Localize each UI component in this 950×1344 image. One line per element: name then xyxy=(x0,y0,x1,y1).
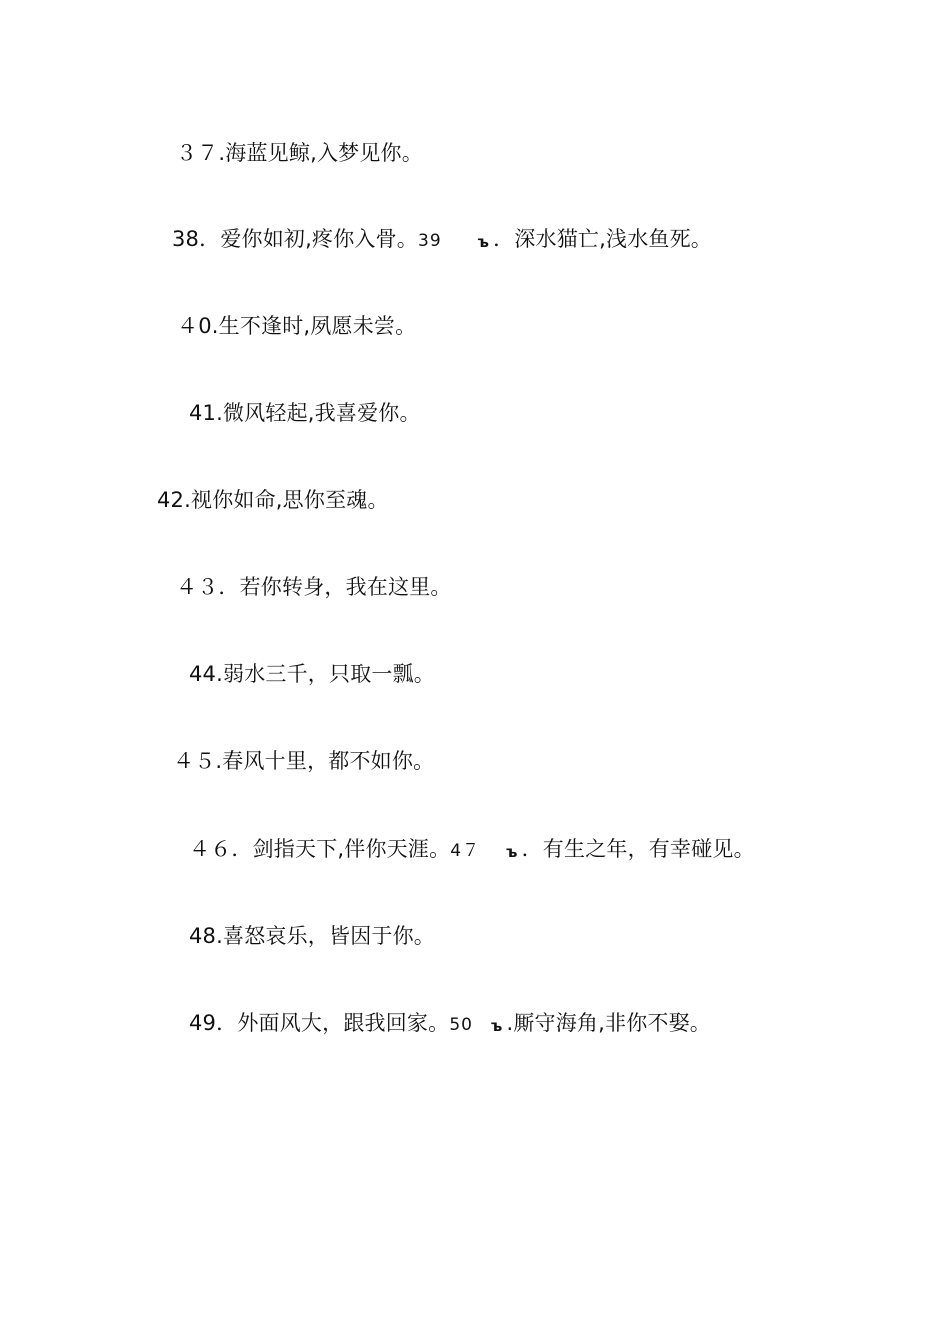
stray-glyph: ъ xyxy=(477,233,490,251)
item-number: 50 xyxy=(449,1015,473,1035)
line-text: 48.喜怒哀乐，皆因于你。 xyxy=(189,924,435,948)
line-text: ．有生之年，有幸碰见。 xyxy=(521,837,755,861)
line-text: ４３．若你转身，我在这里。 xyxy=(176,575,452,599)
list-item xyxy=(176,140,423,166)
item-number: 39 xyxy=(418,231,442,251)
list-item xyxy=(177,313,416,339)
list-item xyxy=(189,923,435,949)
line-text: ．深水猫亡,浅水鱼死。 xyxy=(493,227,712,251)
list-item xyxy=(157,487,389,513)
list-item xyxy=(189,1010,711,1038)
line-text: 44.弱水三千，只取一瓢。 xyxy=(189,662,435,686)
line-text: 41.微风轻起,我喜爱你。 xyxy=(189,401,421,425)
line-text: .厮守海角,非你不娶。 xyxy=(506,1011,712,1035)
item-number: 4７ xyxy=(450,841,481,861)
stray-glyph: ъ xyxy=(490,1017,503,1035)
list-item xyxy=(172,226,712,254)
line-text: ４５.春风十里，都不如你。 xyxy=(173,749,435,773)
line-text: ４0.生不逢时,夙愿未尝。 xyxy=(177,314,417,338)
line-text: ３７.海蓝见鲸,入梦见你。 xyxy=(176,141,423,165)
stray-glyph: ъ xyxy=(506,843,518,861)
line-text: ４６．剑指天下,伴你天涯。 xyxy=(189,837,451,861)
list-item xyxy=(173,748,434,774)
list-item xyxy=(189,661,435,687)
list-item xyxy=(189,836,755,864)
line-text: 42.视你如命,思你至魂。 xyxy=(157,488,389,512)
list-item xyxy=(176,574,452,600)
line-text: 49．外面风大，跟我回家。 xyxy=(189,1011,450,1035)
list-item xyxy=(189,400,421,426)
line-text: 38．爱你如初,疼你入骨。 xyxy=(172,227,418,251)
